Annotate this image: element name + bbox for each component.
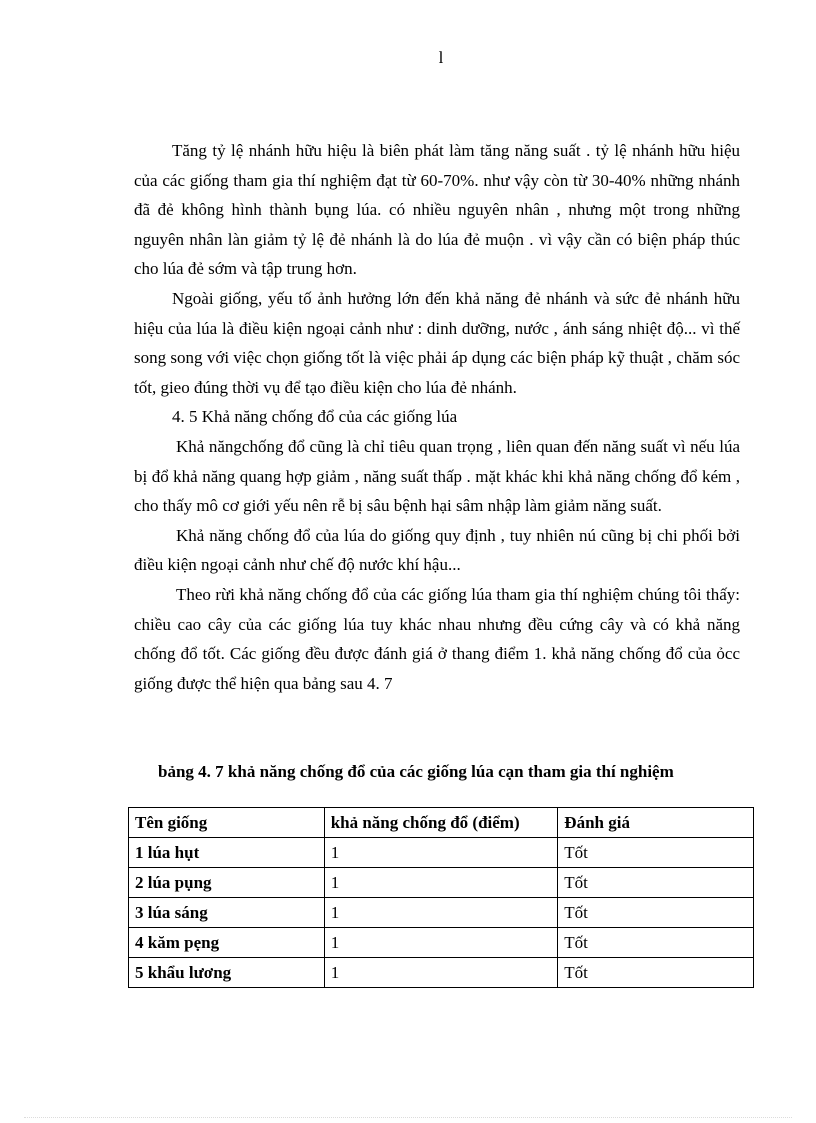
cell-rating: Tốt	[558, 898, 754, 928]
paragraph-observations: Theo rừi khả năng chống đổ của các giống lúa tham gia thí nghiệm chúng tôi thấy: chiều cao cây của các giống lúa tuy khác nhau nhưng đều cứng cây và có khả năng chống đổ tốt. Các giống đều được đánh giá ở thang điểm 1. khả năng chống đổ của ỏcc giống được thể hiện qua bảng sau 4. 7	[134, 584, 740, 693]
document-body	[134, 136, 740, 698]
cell-lodging-score: 1	[324, 958, 558, 988]
cell-rating: Tốt	[558, 838, 754, 868]
page-number: l	[438, 48, 444, 67]
cell-variety-name: 1 lúa hụt	[129, 838, 325, 868]
table-row	[129, 868, 754, 898]
cell-variety-name: 3 lúa sáng	[129, 898, 325, 928]
footer-divider	[24, 1117, 792, 1118]
cell-variety-name: 4 kăm pẹng	[129, 928, 325, 958]
cell-lodging-score: 1	[324, 898, 558, 928]
header-lodging-score: khả năng chống đổ (điểm)	[324, 808, 558, 838]
table-row	[129, 838, 754, 868]
paragraph-lodging-importance: Khả năngchống đổ cũng là chỉ tiêu quan trọng , liên quan đến năng suất vì nếu lúa bị đổ khả năng quang hợp giảm , năng suất thấp . mặt khác khi khả năng chống đổ kém , cho thấy mô cơ giới yếu nên rễ bị sâu bệnh hại sâm nhập làm giảm năng suất.	[134, 436, 740, 516]
cell-lodging-score: 1	[324, 928, 558, 958]
header-rating: Đánh giá	[558, 808, 754, 838]
paragraph-lodging-genetics: Khả năng chống đổ của lúa do giống quy định , tuy nhiên nú cũng bị chi phối bởi điều kiện ngoại cảnh như chế độ nước khí hậu...	[134, 525, 740, 575]
cell-rating: Tốt	[558, 928, 754, 958]
table-row	[129, 928, 754, 958]
table-header-row	[129, 808, 754, 838]
cell-lodging-score: 1	[324, 838, 558, 868]
table-caption: bảng 4. 7 khả năng chống đổ của các giống lúa cạn tham gia thí nghiệm	[158, 762, 674, 781]
section-heading: 4. 5 Khả năng chống đổ của các giống lúa	[172, 407, 458, 427]
lodging-resistance-table	[128, 807, 754, 988]
header-variety-name: Tên giống	[129, 808, 325, 838]
paragraph-environment-factors: Ngoài giống, yếu tố ảnh hưởng lớn đến khả năng đẻ nhánh và sức đẻ nhánh hữu hiệu của lúa là điều kiện ngoại cảnh như : dinh dưỡng, nước , ánh sáng nhiệt độ... vì thế song song với việc chọn giống tốt là việc phải áp dụng các biện pháp kỹ thuật , chăm sóc tốt, gieo đúng thời vụ để tạo điều kiện cho lúa đẻ nhánh.	[134, 288, 740, 397]
table-row	[129, 898, 754, 928]
cell-rating: Tốt	[558, 958, 754, 988]
cell-variety-name: 5 khẩu lương	[129, 958, 325, 988]
table-row	[129, 958, 754, 988]
paragraph-effective-tillers: Tăng tỷ lệ nhánh hữu hiệu là biên phát làm tăng năng suất . tỷ lệ nhánh hữu hiệu của các giống tham gia thí nghiệm đạt từ 60-70%. như vậy còn từ 30-40% những nhánh đã đẻ không hình thành bụng lúa. có nhiều nguyên nhân , nhưng một trong những nguyên nhân làn giảm tỷ lệ đẻ nhánh là do lúa đẻ muộn . vì vậy cần có biện pháp thúc cho lúa đẻ sớm và tập trung hơn.	[134, 141, 740, 279]
cell-lodging-score: 1	[324, 868, 558, 898]
cell-rating: Tốt	[558, 868, 754, 898]
cell-variety-name: 2 lúa pụng	[129, 868, 325, 898]
